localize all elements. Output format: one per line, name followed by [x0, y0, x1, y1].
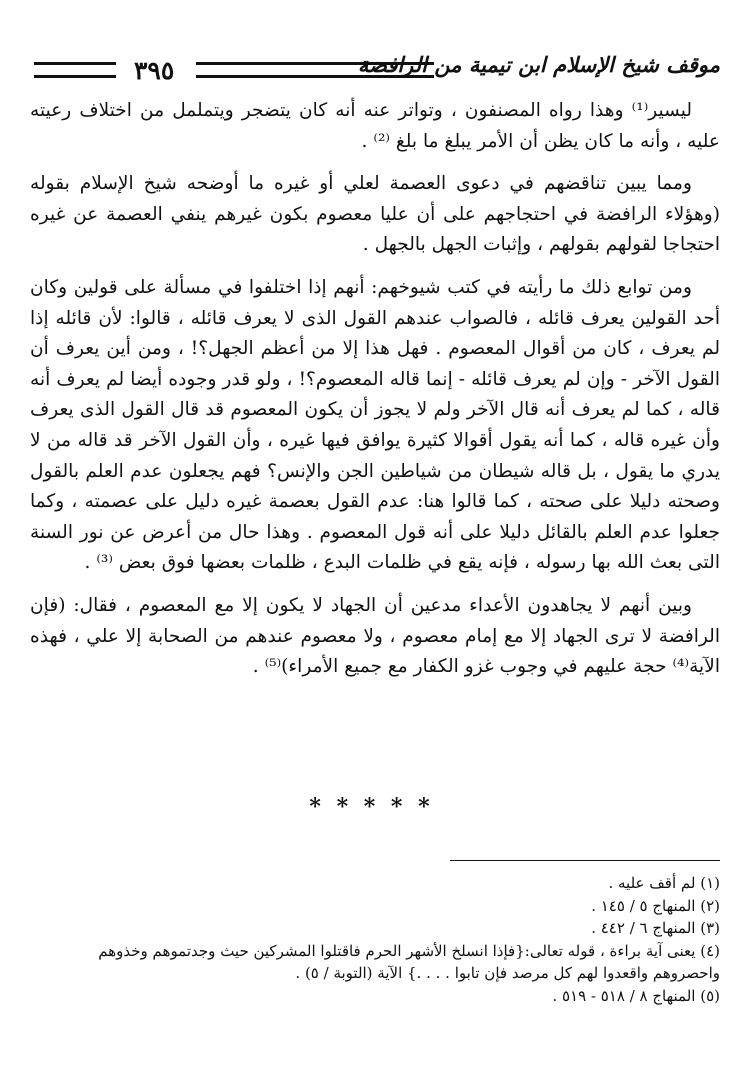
footnote-3: (٣) المنهاج ٦ / ٤٤٢ .	[591, 919, 720, 937]
section-separator: * * * * *	[309, 794, 434, 820]
paragraph-1: ليسير⁽¹⁾ وهذا رواه المصنفون ، وتواتر عنه أنه كان يتضجر ويتململ من اختلاف رعيته عليه ، وأنه ما كان يظن أن الأمر يبلغ ما بلغ ⁽²⁾ .	[30, 100, 720, 152]
footnote-5: (٥) المنهاج ٨ / ٥١٨ - ٥١٩ .	[552, 986, 720, 1005]
footnote-4: (٤) يعنى آية براءة ، قوله تعالى:{فإذا انسلخ الأشهر الحرم فاقتلوا المشركين حيث وجدتموهم وخذوهم واحصروهم واقعدوا لهم كل مرصد فإن تابوا . . . .} الآية (التوبة / ٥) .	[98, 941, 720, 982]
page-header	[30, 52, 720, 88]
footnote-divider	[450, 860, 720, 861]
paragraph-4: وبين أنهم لا يجاهدون الأعداء مدعين أن الجهاد لا يكون إلا مع المعصوم ، فقال: (فإن الرافضة لا ترى الجهاد إلا مع إمام معصوم ، ولا معصوم عندهم من الصحابة إلا علي ، فهذه الآية⁽⁴⁾ حجة عليهم في وجوب غزو الكفار مع جميع الأمراء)⁽⁵⁾ .	[30, 594, 720, 678]
paragraph-2: ومما يبين تناقضهم في دعوى العصمة لعلي أو غيره ما أوضحه شيخ الإسلام بقوله (وهؤلاء الرافضة في احتجاجهم على أن عليا معصوم بكون غيرهم ينفي العصمة عن غيره احتجاجا لقولهم بقولهم ، وإثبات الجهل بالجهل .	[30, 173, 720, 256]
running-title: موقف شيخ الإسلام ابن تيمية من الرافضة	[357, 52, 720, 77]
paragraph-3: ومن توابع ذلك ما رأيته في كتب شيوخهم: أنهم إذا اختلفوا في مسألة على قولين وكان أحد القولين يعرف قائله ، فالصواب عندهم القول الذى لا يعرف قائله ، قالوا: لأن قائله إذا لم يعرف ، كان من أقوال المعصوم . فهل هذا إلا من أعظم الجهل؟! ، ومن أين يعرف أن القول الآخر - وإن لم يعرف قائله - إنما قاله المعصوم؟! ، ولو قدر وجوده أيضا لم يعرف أنه قاله ، كما لم يعرف أنه قال الآخر ولم لا يجوز أن يكون المعصوم قد قال القول الذى يعرف وأن غيره قاله ، كما أنه يقول أقوالا كثيرة يوافق فيها غيره ، وأن القول الآخر قد قاله من لا يدري ما يقول ، بل قاله شيطان من شياطين الجن والإنس؟ فهم يجعلون عدم العلم بالقول وصحته دليلا على صحته ، كما قالوا هنا: عدم القول بعصمة غيره دليل على عصمته ، وكما جعلوا عدم العلم بالقائل دليلا على أنه قول المعصوم . وهذا حال من أعرض عن نور السنة التى بعث الله بها رسوله ، فإنه يقع في ظلمات البدع ، ظلمات بعضها فوق بعض ⁽³⁾ .	[30, 276, 720, 574]
footnote-1: (١) لم أقف عليه .	[608, 874, 720, 892]
main-text	[30, 96, 720, 695]
footnotes	[30, 872, 720, 1007]
header-rule-left	[34, 62, 116, 78]
page-number: ٣٩٥	[134, 56, 175, 85]
footnote-2: (٢) المنهاج ٥ / ١٤٥ .	[591, 896, 720, 915]
